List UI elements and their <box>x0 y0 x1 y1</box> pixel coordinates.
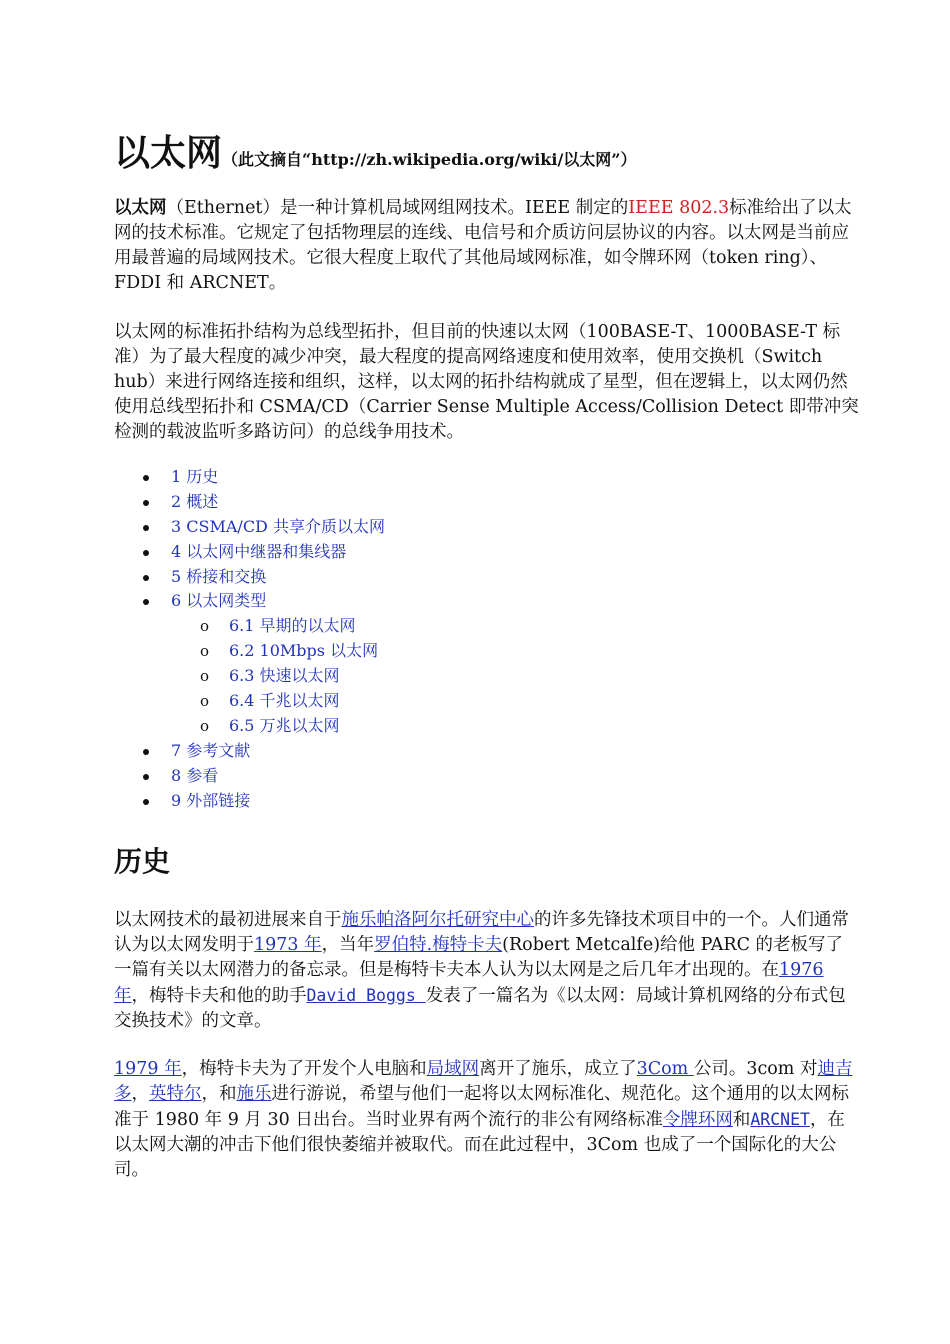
token-ring-link[interactable]: 令牌环网 <box>662 1110 733 1130</box>
history-p1-text: (Robert Metcalfe)给他 PARC 的老板写了一篇有关以太网潜力的备忘录。但是梅特卡夫本人认为以太网是之后几年才出现的。在 <box>114 935 844 980</box>
toc-link-10mbps[interactable]: 6.2 10Mbps 以太网 <box>229 641 379 661</box>
history-p1-text: ，梅特卡夫和他的助手 <box>131 986 307 1006</box>
toc-link-bridging-switching[interactable]: 5 桥接和交换 <box>171 566 267 586</box>
year-1973-link[interactable]: 1973 年 <box>254 935 322 955</box>
toc-item <box>114 515 714 540</box>
history-p2-text: ，在以太网大潮的冲击下他们很快萎缩并被取代。而在此过程中，3Com 也成了一个国际化的大公司。 <box>114 1110 845 1180</box>
toc-item <box>114 789 714 814</box>
history-p1-text: ，当年 <box>321 935 375 955</box>
david-boggs-link[interactable]: David Boggs <box>306 986 426 1005</box>
toc-sub-bullet: o <box>200 692 210 711</box>
history-p1-text: 以太网技术的最初进展来自于 <box>114 910 342 930</box>
toc-item <box>114 589 714 614</box>
parc-link[interactable]: 施乐帕洛阿尔托研究中心 <box>341 910 534 930</box>
ieee-802-3-link[interactable]: IEEE 802.3 <box>628 198 730 218</box>
year-1976-link[interactable]: 1976 年 <box>114 960 824 1006</box>
toc-link-early-ethernet[interactable]: 6.1 早期的以太网 <box>229 616 356 636</box>
toc-link-history[interactable]: 1 历史 <box>171 467 219 486</box>
history-p1-text: 发表了一篇名为《以太网：局域计算机网络的分布式包交换技术》的文章。 <box>114 986 846 1031</box>
toc-subitem <box>114 714 714 739</box>
toc-link-csma-cd[interactable]: 3 CSMA/CD 共享介质以太网 <box>171 516 385 536</box>
toc-subitem <box>114 689 714 714</box>
year-1979-link[interactable]: 1979 年 <box>114 1059 182 1079</box>
toc-link-references[interactable]: 7 参考文献 <box>171 740 251 760</box>
intro-p1-text-b: 标准给出了以太网的技术标准。它规定了包括物理层的连线、电信号和介质访问层协议的内容。以太网是当前应用最普遍的局域网技术。它很大程度上取代了其他局域网标准，如令牌环网（token ring）、FDDI 和 ARCNET。 <box>114 198 852 293</box>
history-p2-text: 离开了施乐，成立了 <box>479 1059 637 1079</box>
toc-item <box>114 540 714 565</box>
history-p2-text: 公司。3com 对 <box>693 1059 818 1079</box>
toc-sub-bullet: o <box>200 716 210 735</box>
history-p2-text: ， <box>131 1084 149 1104</box>
3com-link[interactable]: 3Com <box>636 1059 694 1079</box>
page-title <box>114 128 860 185</box>
lan-link[interactable]: 局域网 <box>426 1059 480 1079</box>
toc-item <box>114 465 714 490</box>
intro-paragraph-2: 以太网的标准拓扑结构为总线型拓扑，但目前的快速以太网（100BASE-T、1000BASE-T 标准）为了最大程度的减少冲突，最大程度的提高网络速度和使用效率，使用交换机（Switch hub）来进行网络连接和组织，这样，以太网的拓扑结构就成了星型，但在逻辑上，以太网仍然使用总线型拓扑和 CSMA/CD（Carrier Sense Multiple Access/Collision Detect 即带冲突检测的载波监听多路访问）的总线争用技术。 <box>114 322 859 442</box>
toc-subitem <box>114 664 714 689</box>
title-main: 以太网 <box>114 132 223 174</box>
history-paragraph-2 <box>114 1057 860 1183</box>
arcnet-link[interactable]: ARCNET <box>750 1110 810 1129</box>
toc-link-see-also[interactable]: 8 参看 <box>171 765 219 785</box>
toc-item <box>114 490 714 515</box>
toc-sub-bullet: o <box>200 642 210 661</box>
table-of-contents <box>114 465 714 813</box>
toc-link-gigabit[interactable]: 6.4 千兆以太网 <box>229 691 340 711</box>
dec-link[interactable]: 迪吉多 <box>114 1059 853 1104</box>
history-heading: 历史 <box>114 845 171 878</box>
toc-link-10-gigabit[interactable]: 6.5 万兆以太网 <box>229 715 340 735</box>
toc-link-overview[interactable]: 2 概述 <box>171 491 219 511</box>
xerox-link[interactable]: 施乐 <box>236 1084 272 1104</box>
history-p2-text: 和 <box>732 1110 751 1130</box>
history-p2-text: ，和 <box>201 1084 237 1104</box>
toc-link-external-links[interactable]: 9 外部链接 <box>171 790 251 810</box>
intel-link[interactable]: 英特尔 <box>149 1084 202 1104</box>
history-p2-text: 进行游说，希望与他们一起将以太网标准化、规范化。这个通用的以太网标准于 1980 年 9 月 30 日出台。当时业界有两个流行的非公有网络标准 <box>114 1084 849 1130</box>
intro-paragraph-1 <box>114 196 860 296</box>
intro-term: 以太网 <box>114 198 167 218</box>
toc-link-ethernet-types[interactable]: 6 以太网类型 <box>171 591 267 611</box>
toc-item <box>114 565 714 590</box>
toc-subitem <box>114 614 714 639</box>
title-source: （此文摘自“http://zh.wikipedia.org/wiki/以太网”） <box>222 150 637 169</box>
toc-sub-bullet: o <box>200 667 210 686</box>
history-p1-text: 的许多先锋技术项目中的一个。人们通常认为以太网发明于 <box>114 910 849 955</box>
history-p2-text: ，梅特卡夫为了开发个人电脑和 <box>181 1059 427 1079</box>
toc-subitem <box>114 639 714 664</box>
intro-p1-text-a: （Ethernet）是一种计算机局域网组网技术。IEEE 制定的 <box>166 198 629 218</box>
toc-item <box>114 764 714 789</box>
toc-link-repeaters-hubs[interactable]: 4 以太网中继器和集线器 <box>171 541 347 561</box>
history-paragraph-1 <box>114 908 860 1034</box>
toc-link-fast-ethernet[interactable]: 6.3 快速以太网 <box>229 666 340 686</box>
metcalfe-link[interactable]: 罗伯特.梅特卡夫 <box>374 935 503 955</box>
toc-item <box>114 739 714 764</box>
toc-sub-bullet: o <box>200 617 210 636</box>
